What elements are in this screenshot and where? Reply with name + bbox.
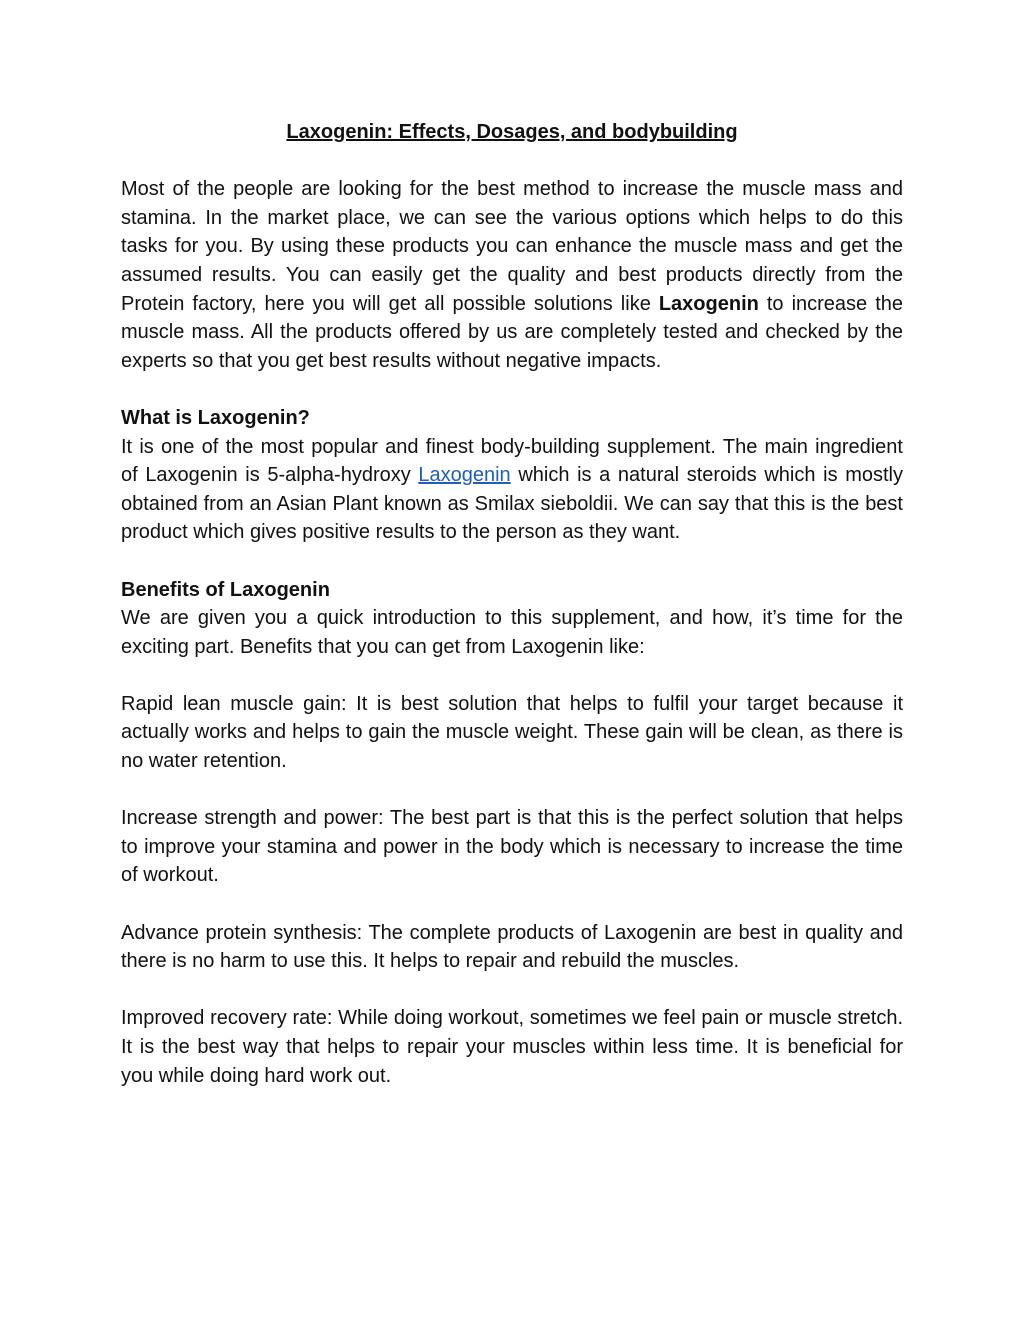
benefit-item: Rapid lean muscle gain: It is best solution that helps to fulfil your target because it actually works and helps to gain the muscle weight. These gain will be clean, as there is no water retention. bbox=[121, 692, 903, 773]
benefits-intro: We are given you a quick introduction to this supplement, and how, it’s time for the exciting part. Benefits that you can get from Laxogenin like: bbox=[121, 607, 903, 658]
benefit-item: Advance protein synthesis: The complete products of Laxogenin are best in quality and there is no harm to use this. It helps to repair and rebuild the muscles. bbox=[121, 921, 903, 973]
what-is-section bbox=[121, 404, 903, 547]
document-page bbox=[121, 118, 903, 1119]
intro-text-2: to increase the muscle mass. All the products offered by us are completely tested and checked by the experts so that you get best results without negative impacts. bbox=[121, 292, 903, 372]
what-is-text-1: It is one of the most popular and finest body-building supplement. The main ingredient of Laxogenin is 5-alpha-hydroxy bbox=[121, 435, 903, 487]
document-title: Laxogenin: Effects, Dosages, and bodybuilding bbox=[286, 121, 738, 143]
benefits-section bbox=[121, 576, 903, 662]
what-is-heading: What is Laxogenin? bbox=[121, 406, 310, 429]
intro-bold-term: Laxogenin bbox=[658, 292, 759, 315]
benefits-heading: Benefits of Laxogenin bbox=[121, 578, 330, 601]
benefit-item: Increase strength and power: The best part is that this is the perfect solution that helps to improve your stamina and power in the body which is necessary to increase the time of workout. bbox=[121, 807, 903, 887]
intro-paragraph bbox=[121, 175, 903, 375]
what-is-text-2: which is a natural steroids which is mostly obtained from an Asian Plant known as Smilax sieboldii. We can say that this is the best product which gives positive results to the person as they want. bbox=[121, 464, 903, 544]
laxogenin-link[interactable]: Laxogenin bbox=[418, 464, 511, 487]
benefit-item: Improved recovery rate: While doing workout, sometimes we feel pain or muscle stretch. It is the best way that helps to repair your muscles within less time. It is beneficial for you while doing hard work out. bbox=[121, 1007, 903, 1087]
intro-text-1: Most of the people are looking for the best method to increase the muscle mass and stamina. In the market place, we can see the various options which helps to do this tasks for you. By using these products you can enhance the muscle mass and get the assumed results. You can easily get the quality and best products directly from the Protein factory, here you will get all possible solutions like bbox=[121, 178, 903, 315]
